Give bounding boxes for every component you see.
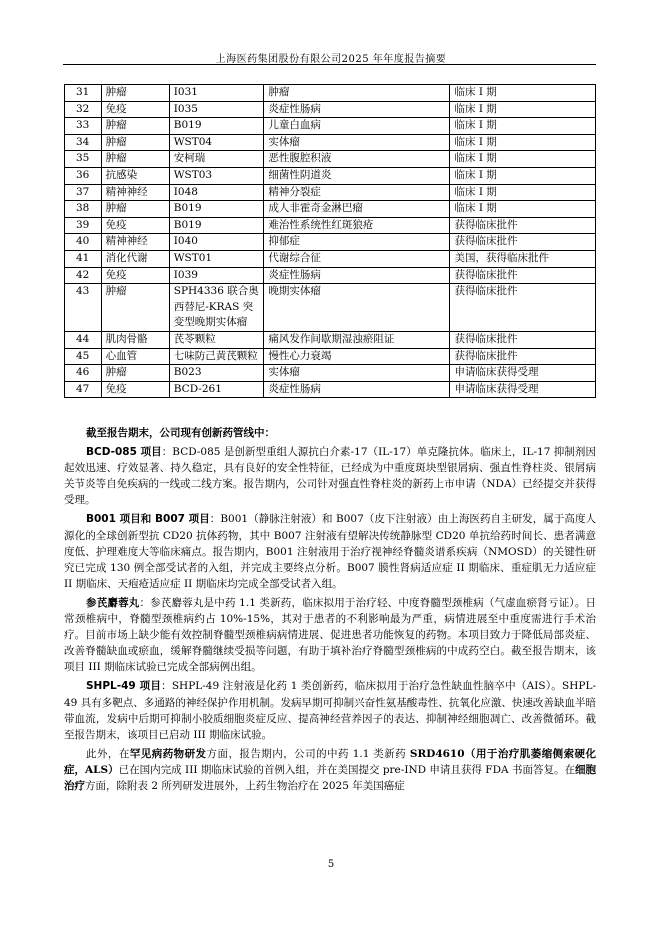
b001-label-mid: 项目和 — [115, 513, 156, 526]
cell-indication: 细菌性阴道炎 — [264, 167, 450, 184]
b001-b007-paragraph — [64, 511, 596, 591]
cell-number: 31 — [65, 85, 102, 102]
cell-project: I035 — [169, 101, 264, 118]
cell-project: I048 — [169, 184, 264, 201]
rare-e: 已在国内完成 III 期临床试验的首例入组，并在美国提交 pre-IND 申请且获得 FDA 书面答复。在 — [118, 763, 575, 776]
cell-therapeutic-area: 肌肉骨骼 — [101, 331, 169, 348]
table-row — [65, 217, 596, 234]
cell-project: B019 — [169, 118, 264, 135]
cell-indication: 恶性腹腔积液 — [264, 151, 450, 168]
page-header: 上海医药集团股份有限公司2025 年年度报告摘要 — [215, 54, 447, 65]
cell-indication: 晚期实体瘤 — [264, 284, 450, 332]
cell-indication: 儿童白血病 — [264, 118, 450, 135]
rare-b: 罕见病药物研发 — [129, 747, 207, 760]
cell-number: 45 — [65, 348, 102, 365]
cell-therapeutic-area: 抗感染 — [101, 167, 169, 184]
cell-stage: 临床 I 期 — [450, 201, 596, 218]
table-row — [65, 85, 596, 102]
cell-number: 32 — [65, 101, 102, 118]
table-row — [65, 201, 596, 218]
cell-therapeutic-area: 肿瘤 — [101, 201, 169, 218]
bcd085-paragraph — [64, 444, 596, 508]
rare-c: 方面，报告期内，公司的中药 1.1 类新药 — [206, 747, 410, 760]
cell-project: WST01 — [169, 250, 264, 267]
cell-therapeutic-area: 免疫 — [101, 217, 169, 234]
cell-therapeutic-area: 免疫 — [101, 101, 169, 118]
cell-indication: 慢性心力衰竭 — [264, 348, 450, 365]
cell-therapeutic-area: 消化代谢 — [101, 250, 169, 267]
cell-indication: 实体瘤 — [264, 134, 450, 151]
cell-indication: 实体瘤 — [264, 365, 450, 382]
cell-stage: 临床 I 期 — [450, 184, 596, 201]
cell-stage: 申请临床获得受理 — [450, 365, 596, 382]
cell-project: B019 — [169, 217, 264, 234]
rare-f: 细胞治疗 — [64, 763, 597, 792]
cell-indication: 炎症性肠病 — [264, 381, 450, 398]
cell-therapeutic-area: 心血管 — [101, 348, 169, 365]
cell-stage: 临床 I 期 — [450, 118, 596, 135]
intro-text: 截至报告期末，公司现有创新药管线中： — [86, 427, 275, 439]
cell-project: BCD-261 — [169, 381, 264, 398]
table-row — [65, 331, 596, 348]
cell-therapeutic-area: 精神神经 — [101, 184, 169, 201]
cell-number: 36 — [65, 167, 102, 184]
cell-project: WST04 — [169, 134, 264, 151]
table-row — [65, 101, 596, 118]
rare-disease-paragraph — [64, 746, 596, 794]
b007-label-end: 项目 — [184, 513, 210, 526]
cell-stage: 临床 I 期 — [450, 167, 596, 184]
bcd085-label: BCD-085 — [86, 446, 137, 459]
cell-number: 38 — [65, 201, 102, 218]
cell-indication: 难治性系统性红斑狼疮 — [264, 217, 450, 234]
table-row — [65, 118, 596, 135]
table-row — [65, 267, 596, 284]
cell-indication: 炎症性肠病 — [264, 101, 450, 118]
b001-label: B001 — [86, 513, 116, 526]
pipeline-table — [64, 84, 596, 398]
cell-stage: 临床 I 期 — [450, 85, 596, 102]
cell-number: 35 — [65, 151, 102, 168]
cell-number: 42 — [65, 267, 102, 284]
bcd085-text: ：BCD-085 是创新型重组人源抗白介素-17（IL-17）单克隆抗体。临床上，IL-17 抑制剂因起效迅速、疗效显著、持久稳定，具有良好的安全性特征，已经成为中重度斑块型银屑病、强直性脊柱炎、银屑病关节炎等自免疾病的一线或二线方案。报告期内，公司针对强直性脊柱炎的新药上市申请（NDA）已经提交并获得受理。 — [64, 446, 596, 507]
cell-indication: 代谢综合征 — [264, 250, 450, 267]
cell-number: 43 — [65, 284, 102, 332]
cell-project: WST03 — [169, 167, 264, 184]
cell-number: 44 — [65, 331, 102, 348]
shenqi-label: 参芪麝蓉丸 — [86, 596, 140, 609]
cell-therapeutic-area: 免疫 — [101, 267, 169, 284]
table-row — [65, 348, 596, 365]
cell-number: 46 — [65, 365, 102, 382]
cell-therapeutic-area: 肿瘤 — [101, 134, 169, 151]
cell-therapeutic-area: 肿瘤 — [101, 365, 169, 382]
table-row — [65, 284, 596, 332]
cell-number: 47 — [65, 381, 102, 398]
page-number: 5 — [327, 859, 335, 870]
table-row — [65, 134, 596, 151]
header-divider — [63, 64, 596, 65]
cell-indication: 炎症性肠病 — [264, 267, 450, 284]
cell-stage: 申请临床获得受理 — [450, 381, 596, 398]
pipeline-table-body — [65, 85, 596, 398]
cell-therapeutic-area: 肿瘤 — [101, 118, 169, 135]
cell-project: I031 — [169, 85, 264, 102]
cell-indication: 抑郁症 — [264, 234, 450, 251]
body-text — [64, 425, 596, 797]
table-row — [65, 250, 596, 267]
cell-stage: 获得临床批件 — [450, 348, 596, 365]
cell-indication: 肿瘤 — [264, 85, 450, 102]
b001-b007-text: ：B001（静脉注射液）和 B007（皮下注射液）由上海医药自主研发，属于高度人源化的全球创新型抗 CD20 抗体药物，其中 B007 注射液有望解决传统静脉型 CD20 单抗给药时间长、患者满意度低、护理难度大等临床痛点。报告期内，B001 注射液用于治疗视神经脊髓炎谱系疾病（NMOSD）的关键性研究已完成 130 例全部受试者的入组，并完成主要终点分析。B007 膜性肾病适应症 II 期临床、重症肌无力适应症 II 期临床、天疱疮适应症 II 期临床均完成全部受试者入组。 — [64, 513, 597, 590]
cell-stage: 临床 I 期 — [450, 151, 596, 168]
rare-d: SRD4610（用于治疗肌萎缩侧索硬化症，ALS） — [64, 747, 597, 776]
cell-project: I039 — [169, 267, 264, 284]
cell-number: 39 — [65, 217, 102, 234]
cell-project: SPH4336 联合奥西替尼-KRAS 突变型晚期实体瘤 — [169, 284, 264, 332]
table-row — [65, 167, 596, 184]
cell-therapeutic-area: 肿瘤 — [101, 85, 169, 102]
cell-indication: 成人非霍奇金淋巴瘤 — [264, 201, 450, 218]
shpl49-text: ：SHPL-49 注射液是化药 1 类创新药，临床拟用于治疗急性缺血性脑卒中（AIS）。SHPL-49 具有多靶点、多通路的神经保护作用机制。发病早期可抑制兴奋性氨基酸毒性、抗氧化应激、快速改善缺血半暗带血流，发病中后期可抑制小胶质细胞炎症反应、提高神经营养因子的表达、抑制神经细胞凋亡、改善微循环。截至报告期末，该项目已启动 III 期临床试验。 — [64, 680, 596, 741]
cell-stage: 临床 I 期 — [450, 134, 596, 151]
cell-therapeutic-area: 精神神经 — [101, 234, 169, 251]
table-row — [65, 365, 596, 382]
cell-project: 安柯瑞 — [169, 151, 264, 168]
cell-project: I040 — [169, 234, 264, 251]
cell-stage: 获得临床批件 — [450, 331, 596, 348]
shenqi-paragraph — [64, 595, 596, 675]
cell-number: 34 — [65, 134, 102, 151]
cell-stage: 临床 I 期 — [450, 101, 596, 118]
rare-a: 此外，在 — [86, 747, 130, 760]
cell-therapeutic-area: 肿瘤 — [101, 284, 169, 332]
table-row — [65, 184, 596, 201]
cell-stage: 美国，获得临床批件 — [450, 250, 596, 267]
shenqi-text: ：参芪麝蓉丸是中药 1.1 类新药，临床拟用于治疗轻、中度脊髓型颈椎病（气虚血瘀肾亏证）。日常颈椎病中，脊髓型颈椎病约占 10%-15%，其对于患者的不利影响最为严重，病情进展至中重度需进行手术治疗。目前市场上缺少能有效控制脊髓型颈椎病病情进展、促进患者功能恢复的药物。本项目致力于降低局部炎症、改善脊髓缺血或瘀血，缓解脊髓继续受损等问题，有助于填补治疗脊髓型颈椎病的中成药空白。截至报告期末，该项目 III 期临床试验已完成全部病例出组。 — [64, 596, 597, 674]
cell-number: 41 — [65, 250, 102, 267]
cell-stage: 获得临床批件 — [450, 267, 596, 284]
table-row — [65, 234, 596, 251]
bcd085-label-suffix: 项目 — [136, 446, 162, 459]
intro-paragraph — [64, 425, 596, 441]
cell-indication: 精神分裂症 — [264, 184, 450, 201]
cell-project: B023 — [169, 365, 264, 382]
shpl49-paragraph — [64, 678, 596, 742]
table-row — [65, 151, 596, 168]
shpl49-label-suffix: 项目 — [135, 680, 162, 693]
cell-number: 40 — [65, 234, 102, 251]
shpl49-label: SHPL-49 — [86, 680, 136, 693]
table-row — [65, 381, 596, 398]
b007-label: B007 — [155, 513, 185, 526]
rare-g: 方面，除附表 2 所列研发进展外，上药生物治疗在 2025 年美国癌症 — [85, 779, 405, 792]
cell-therapeutic-area: 肿瘤 — [101, 151, 169, 168]
cell-project: B019 — [169, 201, 264, 218]
cell-project: 七味防己黄芪颗粒 — [169, 348, 264, 365]
cell-number: 37 — [65, 184, 102, 201]
cell-stage: 获得临床批件 — [450, 284, 596, 332]
cell-project: 芪苓颗粒 — [169, 331, 264, 348]
cell-indication: 痛风发作间歇期湿浊瘀阻证 — [264, 331, 450, 348]
cell-number: 33 — [65, 118, 102, 135]
cell-therapeutic-area: 免疫 — [101, 381, 169, 398]
cell-stage: 获得临床批件 — [450, 217, 596, 234]
cell-stage: 获得临床批件 — [450, 234, 596, 251]
